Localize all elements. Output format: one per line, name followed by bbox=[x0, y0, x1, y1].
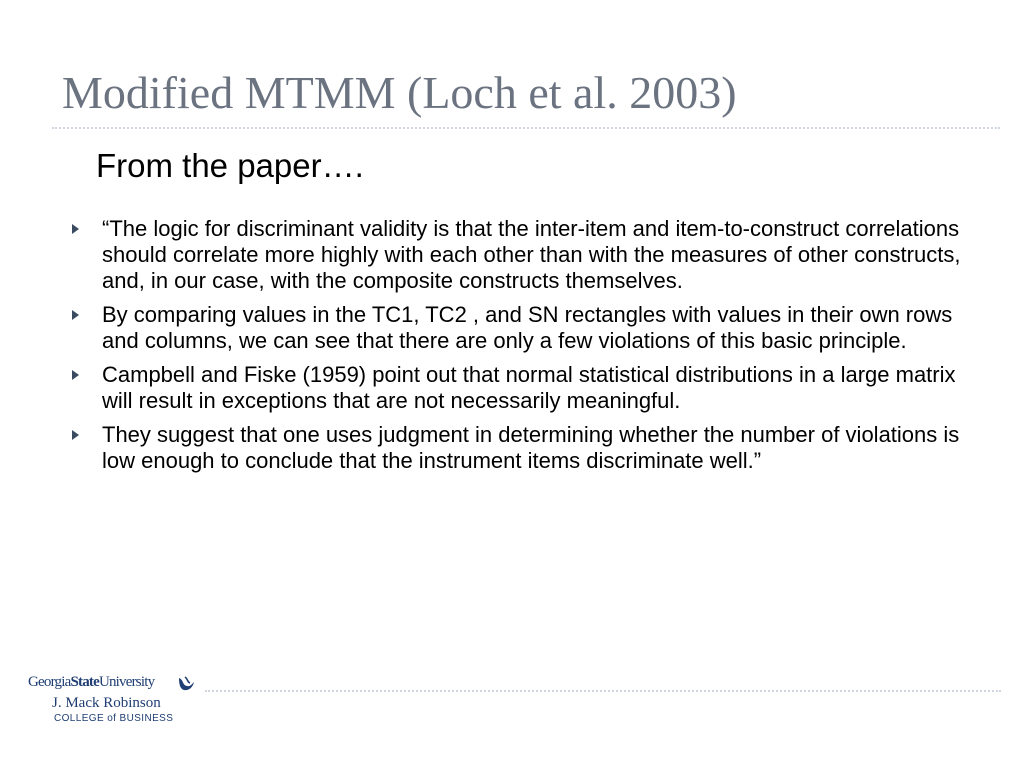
logo-university-name: GeorgiaStateUniversity bbox=[28, 674, 155, 690]
bullet-text: By comparing values in the TC1, TC2 , and SN rectangles with values in their own rows and columns, we can see that there are only a few violations of this basic principle. bbox=[102, 302, 953, 353]
logo-college-name: COLLEGE of BUSINESS bbox=[54, 713, 174, 724]
slide-subtitle: From the paper…. bbox=[96, 147, 364, 184]
bullet-text: They suggest that one uses judgment in determining whether the number of violations is low enough to conclude that the instrument items discriminate well.” bbox=[102, 422, 960, 473]
bullet-list bbox=[70, 216, 965, 482]
triangle-right-icon bbox=[72, 310, 79, 320]
triangle-right-icon bbox=[72, 224, 79, 234]
bullet-item bbox=[70, 302, 965, 354]
bullet-text: Campbell and Fiske (1959) point out that normal statistical distributions in a large matrix will result in exceptions that are not necessarily meaningful. bbox=[102, 362, 956, 413]
slide-title: Modified MTMM (Loch et al. 2003) bbox=[62, 67, 737, 118]
triangle-right-icon bbox=[72, 430, 79, 440]
logo-school-name: J. Mack Robinson bbox=[52, 695, 161, 711]
bullet-item bbox=[70, 362, 965, 414]
flame-mark-icon bbox=[176, 676, 196, 692]
triangle-right-icon bbox=[72, 370, 79, 380]
bullet-item bbox=[70, 216, 965, 294]
bullet-item bbox=[70, 422, 965, 474]
university-logo bbox=[28, 674, 204, 724]
bullet-text: “The logic for discriminant validity is that the inter-item and item-to-construct correlations should correlate more highly with each other than with the measures of other constructs, and, in our case, with the composite constructs themselves. bbox=[102, 216, 961, 293]
title-divider bbox=[52, 127, 1000, 129]
footer-divider bbox=[205, 690, 1001, 692]
